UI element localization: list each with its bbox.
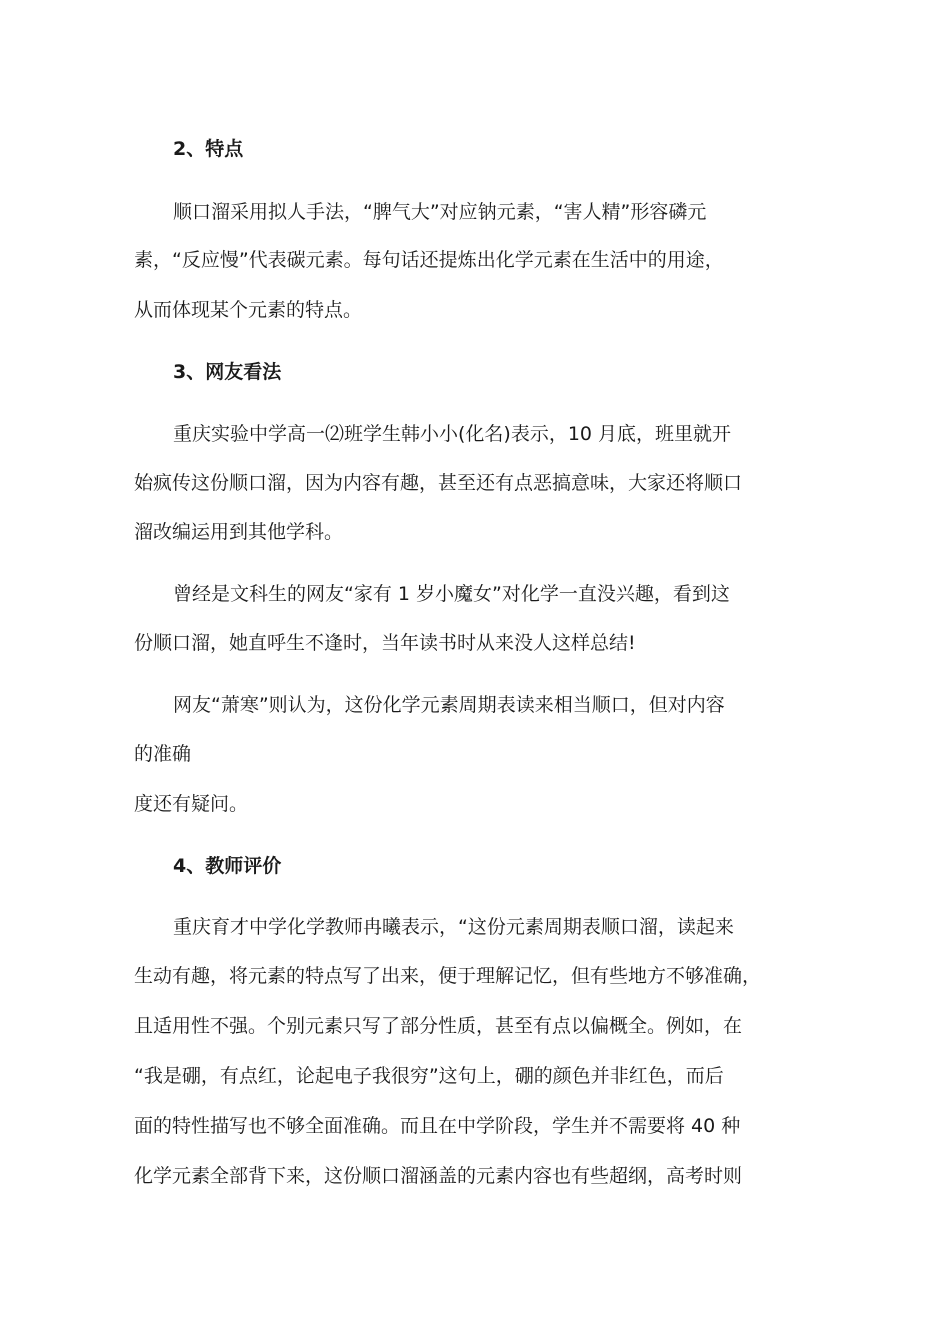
section-heading-teacher-evaluation: 4、教师评价 (173, 855, 282, 877)
text-line: 且适用性不强。个别元素只写了部分性质，甚至有点以偏概全。例如，在 (134, 1015, 743, 1037)
text-line: “我是硼，有点红，论起电子我很穷”这句上，硼的颜色并非红色，而后 (134, 1065, 724, 1087)
text-line: 从而体现某个元素的特点。 (134, 299, 363, 321)
text-line: 度还有疑问。 (134, 793, 249, 815)
text-line: 的准确 (134, 743, 192, 765)
text-line: 重庆育才中学化学教师冉曦表示，“这份元素周期表顺口溜，读起来 (173, 916, 734, 938)
text-line: 曾经是文科生的网友“家有 1 岁小魔女”对化学一直没兴趣，看到这 (173, 583, 730, 605)
text-line: 份顺口溜，她直呼生不逢时，当年读书时从来没人这样总结! (134, 632, 636, 654)
text-line: 化学元素全部背下来，这份顺口溜涵盖的元素内容也有些超纲，高考时则 (134, 1165, 743, 1187)
text-line: 重庆实验中学高一⑵班学生韩小小(化名)表示，10 月底，班里就开 (173, 423, 732, 445)
section-heading-netizen-views: 3、网友看法 (173, 361, 282, 383)
text-line: 面的特性描写也不够全面准确。而且在中学阶段，学生并不需要将 40 种 (134, 1115, 741, 1137)
text-line: 溜改编运用到其他学科。 (134, 521, 344, 543)
text-line: 素，“反应慢”代表碳元素。每句话还提炼出化学元素在生活中的用途， (134, 249, 724, 271)
text-line: 网友“萧寒”则认为，这份化学元素周期表读来相当顺口，但对内容 (173, 694, 725, 716)
text-line: 生动有趣，将元素的特点写了出来，便于理解记忆，但有些地方不够准确， (134, 965, 762, 987)
section-heading-features: 2、特点 (173, 138, 244, 160)
text-line: 始疯传这份顺口溜，因为内容有趣，甚至还有点恶搞意味，大家还将顺口 (134, 472, 743, 494)
text-line: 顺口溜采用拟人手法，“脾气大”对应钠元素，“害人精”形容磷元 (173, 201, 707, 223)
